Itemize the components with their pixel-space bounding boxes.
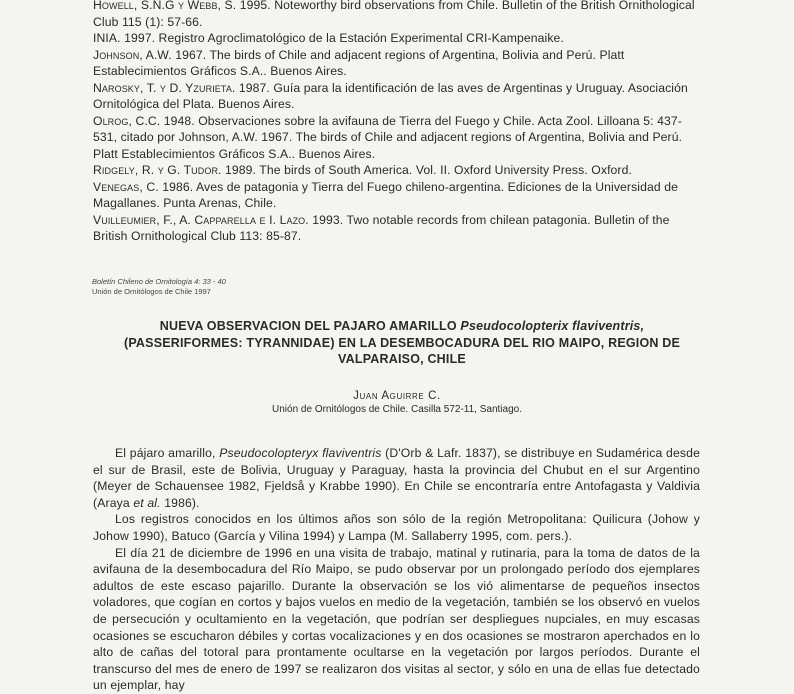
reference-inia <box>93 30 703 47</box>
reference-authors: Johnson, A.W. <box>93 47 172 62</box>
reference-text: 1986. Aves de patagonia y Tierra del Fuego chileno-argentina. Ediciones de la Universidad de Magallanes. Punta Arenas, Chile. <box>93 179 678 210</box>
title-species: Pseudocolopterix flaviventris, <box>460 319 645 333</box>
species-name: Pseudocolopteryx flaviventris <box>219 446 382 460</box>
reference-authors: Olrog, C.C. <box>93 113 161 128</box>
reference-venegas <box>93 179 703 212</box>
reference-text: INIA. 1997. Registro Agroclimatológico de la Estación Experimental CRI-Kampenaike. <box>93 31 564 45</box>
author-affiliation: Unión de Ornitólogos de Chile. Casilla 572-11, Santiago. <box>272 404 522 415</box>
reference-olrog <box>93 113 703 163</box>
reference-authors: Narosky, T. y D. Yzurieta. <box>93 80 236 95</box>
reference-authors: Venegas, C. <box>93 179 159 194</box>
reference-text: 1993. Two notable records from chilean patagonia. Bulletin of the British Ornithological Club 113: 85-87. <box>93 212 670 243</box>
reference-ridgely <box>93 162 703 179</box>
paragraph-records: Los registros conocidos en los últimos años son sólo de la región Metropolitana: Quilicura (Johow y Johow 1990), Batuco (García y Vilina 1994) y Lampa (M. Sallaberry 1995, com. pers.). <box>93 512 700 543</box>
reference-text: 1995. Noteworthy bird observations from Chile. Bulletin of the British Ornithological Club 115 (1): 57-66. <box>93 0 695 29</box>
paragraph-text: El pájaro amarillo, <box>115 446 220 460</box>
references-list <box>93 0 703 245</box>
reference-text: 1967. The birds of Chile and adjacent regions of Argentina, Bolivia and Perú. Platt Establecimientos Gráficos S.A.. Buenos Aires. <box>93 47 625 78</box>
article-author: Juan Aguirre C. <box>353 390 441 402</box>
journal-publisher: Unión de Ornitólogos de Chile 1997 <box>92 286 211 296</box>
reference-authors: Ridgely, R. y G. Tudor. <box>93 163 222 177</box>
reference-text: 1987. Guía para la identificación de las aves de Argentinas y Uruguay. Asociación Ornitológica del Plata. Buenos Aires. <box>93 80 688 111</box>
citation-etal: et al. <box>133 495 161 510</box>
reference-narosky <box>93 80 703 113</box>
reference-authors: Howell, S.N.G y Webb, S. <box>93 0 237 12</box>
title-text-continued: (PASSERIFORMES: TYRANNIDAE) EN LA DESEMBOCADURA DEL RIO MAIPO, REGION DE VALPARAISO, CHILE <box>123 335 681 366</box>
paragraph-text: (D'Orb & Lafr. 1837), se distribuye en Sudamérica desde el sur de Brasil, este de Bolivia, Uruguay y Paraguay, hasta la provincia del Chubut en el sur Argentino (Meyer de Schauensee 1982, Fjeldså y Krabbe 1990). En Chile se encontraría entre Antofagasta y Valdivia (Araya <box>93 446 701 510</box>
article-body <box>93 445 700 694</box>
journal-citation <box>92 277 226 296</box>
paragraph-distribution <box>93 445 700 511</box>
reference-authors: Vuilleumier, F., A. Capparella e I. Lazo. <box>93 212 309 227</box>
reference-text: 1948. Observaciones sobre la avifauna de Tierra del Fuego y Chile. Acta Zool. Lilloana 5: 437-531, citado por Johnson, A.W. 1967. The birds of Chile and adjacent regions of Argentina, Bolivia and Perú. Platt Establecimientos Gráficos S.A.. Buenos Aires. <box>93 113 683 161</box>
paragraph-text: 1986). <box>160 495 200 510</box>
paragraph-observation: El día 21 de diciembre de 1996 en una visita de trabajo, matinal y rutinaria, para la toma de datos de la avifauna de la desembocadura del Río Maipo, se pudo observar por un prolongado período dos ejemplares adultos de este escaso pajarillo. Durante la observación se los vió alimentarse de pequeños insectos voladores, que cogían en cortos y bajos vuelos en medio de la vegetación, también se los observó en vuelos de persecución y ocultamiento en la vegetación, que podrían ser despliegues nupciales, en muy escasas ocasiones se escucharon débiles y cortas vocalizaciones y en dos ocasiones se mostraron aperchados en lo alto de cañas del totoral para prontamente ocultarse en la vegetación por largos períodos. Durante el transcurso del mes de enero de 1997 se realizaron dos visitas al sector, y sólo en una de ellas fue detectado un ejemplar, hay <box>93 545 700 693</box>
reference-howell <box>93 0 703 30</box>
reference-johnson <box>93 47 703 80</box>
reference-text: 1989. The birds of South America. Vol. II. Oxford University Press. Oxford. <box>221 163 632 177</box>
reference-vuilleumier <box>93 212 703 245</box>
article-title <box>110 318 694 368</box>
title-text: NUEVA OBSERVACION DEL PAJARO AMARILLO <box>159 319 461 333</box>
journal-name: Boletín Chileno de Ornitología 4: 33 - 40 <box>92 277 226 286</box>
